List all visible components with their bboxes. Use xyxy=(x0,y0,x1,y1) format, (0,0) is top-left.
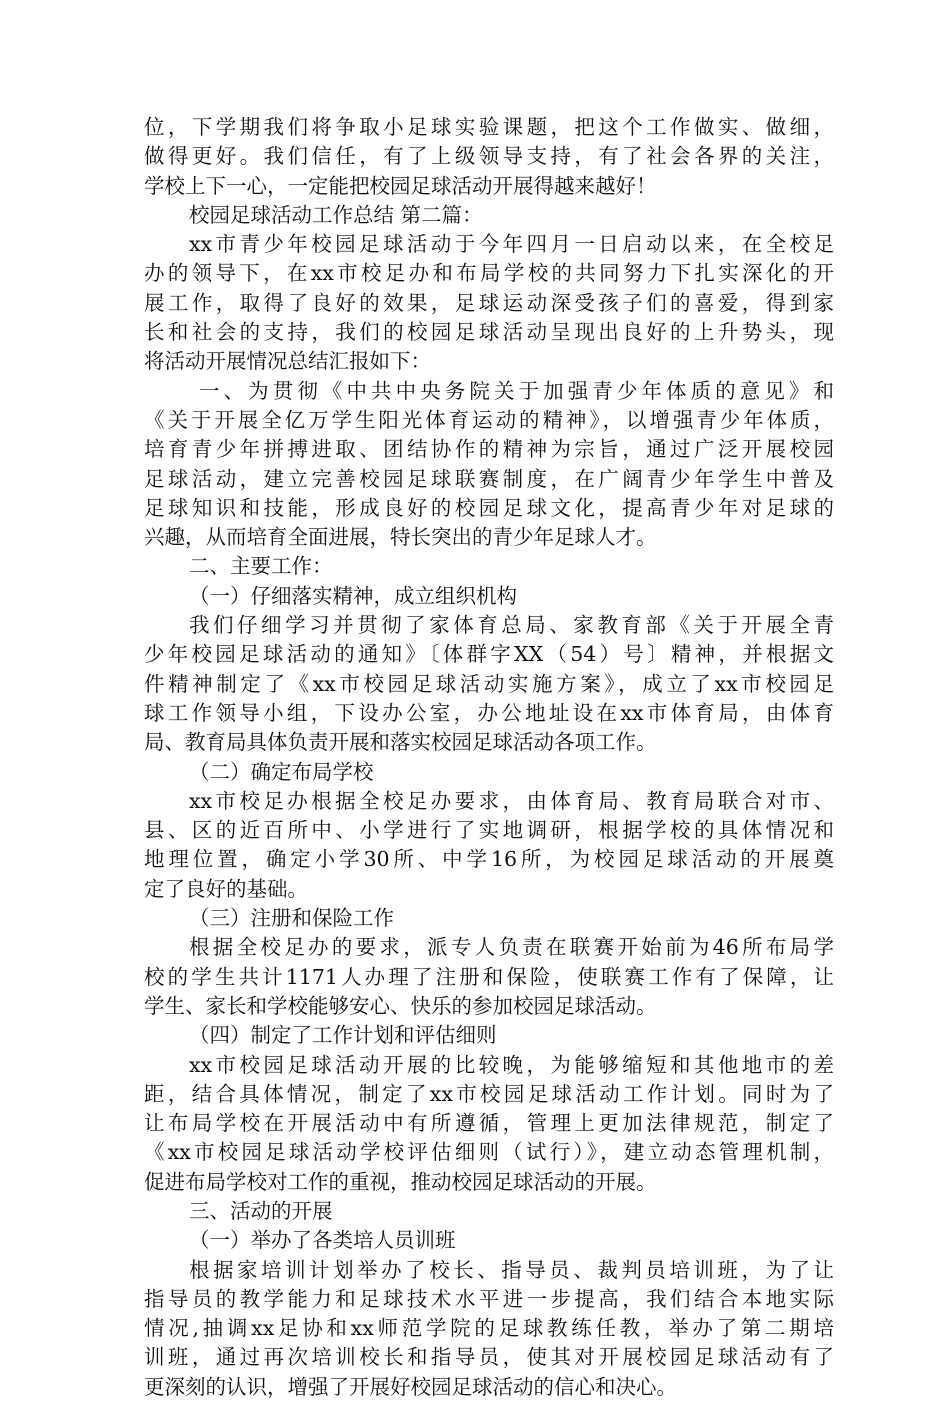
text-line: 局、教育局具体负责开展和落实校园足球活动各项工作。 xyxy=(144,730,657,755)
text-line: 校的学生共计1171人办理了注册和保险，使联赛工作有了保障，让 xyxy=(144,964,834,989)
text-line: 《xx市校园足球活动学校评估细则（试行）》，建立动态管理机制， xyxy=(144,1140,834,1165)
section-heading: 校园足球活动工作总结 第二篇： xyxy=(189,202,483,227)
text-line: 足球知识和技能，形成良好的校园足球文化，提高青少年对足球的 xyxy=(144,495,834,520)
subsection-heading: （二）确定布局学校 xyxy=(189,759,374,784)
text-line: 足球活动，建立完善校园足球联赛制度，在广阔青少年学生中普及 xyxy=(144,466,834,491)
text-line: 一、为贯彻《中共中央务院关于加强青少年体质的意见》和 xyxy=(199,378,834,403)
text-line: 长和社会的支持，我们的校园足球活动呈现出良好的上升势头，现 xyxy=(144,320,834,345)
text-line: 将活动开展情况总结汇报如下： xyxy=(144,349,431,374)
section-heading: 三、活动的开展 xyxy=(189,1198,333,1223)
subsection-heading: （一）举办了各类培人员训班 xyxy=(189,1228,456,1253)
text-line: 更深刻的认识，增强了开展好校园足球活动的信心和决心。 xyxy=(144,1374,677,1399)
text-line: 件精神制定了《xx市校园足球活动实施方案》，成立了xx市校园足 xyxy=(144,671,834,696)
text-line: 地理位置，确定小学30所、中学16所，为校园足球活动的开展奠 xyxy=(144,847,834,872)
text-line: 做得更好。我们信任，有了上级领导支持，有了社会各界的关注， xyxy=(144,144,834,169)
text-line: 指导员的教学能力和足球技术水平进一步提高，我们结合本地实际 xyxy=(144,1286,834,1311)
subsection-heading: （四）制定了工作计划和评估细则 xyxy=(189,1023,497,1048)
text-line: 定了良好的基础。 xyxy=(144,876,308,901)
text-line: 根据全校足办的要求，派专人负责在联赛开始前为46所布局学 xyxy=(189,935,834,960)
text-line: 促进布局学校对工作的重视，推动校园足球活动的开展。 xyxy=(144,1169,657,1194)
text-line: xx市青少年校园足球活动于今年四月一日启动以来，在全校足 xyxy=(189,232,834,257)
text-line: 情况,抽调xx足协和xx师范学院的足球教练任教，举办了第二期培 xyxy=(144,1316,834,1341)
text-line: 我们仔细学习并贯彻了家体育总局、家教育部《关于开展全青 xyxy=(189,613,834,638)
text-line: 学生、家长和学校能够安心、快乐的参加校园足球活动。 xyxy=(144,993,657,1018)
text-line: xx市校足办根据全校足办要求，由体育局、教育局联合对市、 xyxy=(189,788,834,813)
text-line: 县、区的近百所中、小学进行了实地调研，根据学校的具体情况和 xyxy=(144,818,834,843)
document-page xyxy=(144,113,834,1402)
text-line: 距，结合具体情况，制定了xx市校园足球活动工作计划。同时为了 xyxy=(144,1081,834,1106)
text-line: 办的领导下，在xx市校足办和布局学校的共同努力下扎实深化的开 xyxy=(144,261,834,286)
text-line: xx市校园足球活动开展的比较晚，为能够缩短和其他地市的差 xyxy=(189,1052,834,1077)
subsection-heading: （三）注册和保险工作 xyxy=(189,906,394,931)
text-line: 少年校园足球活动的通知》〔体群字XX（54）号〕精神，并根据文 xyxy=(144,642,834,667)
text-line: 《关于开展全亿万学生阳光体育运动的精神》，以增强青少年体质， xyxy=(144,407,834,432)
text-line: 位，下学期我们将争取小足球实验课题，把这个工作做实、做细， xyxy=(144,115,834,139)
text-line: 培育青少年拼搏进取、团结协作的精神为宗旨，通过广泛开展校园 xyxy=(144,437,834,462)
text-line: 兴趣，从而培育全面进展，特长突出的青少年足球人才。 xyxy=(144,525,657,550)
text-line: 球工作领导小组，下设办公室，办公地址设在xx市体育局，由体育 xyxy=(144,700,834,725)
text-line: 让布局学校在开展活动中有所遵循，管理上更加法律规范，制定了 xyxy=(144,1111,834,1136)
text-line: 展工作，取得了良好的效果，足球运动深受孩子们的喜爱，得到家 xyxy=(144,290,834,315)
text-line: 根据家培训计划举办了校长、指导员、裁判员培训班，为了让 xyxy=(189,1257,834,1282)
text-line: 学校上下一心，一定能把校园足球活动开展得越来越好！ xyxy=(144,173,657,198)
subsection-heading: （一）仔细落实精神，成立组织机构 xyxy=(189,583,517,608)
text-line: 训班，通过再次培训校长和指导员，使其对开展校园足球活动有了 xyxy=(144,1345,834,1370)
section-heading: 二、主要工作： xyxy=(189,554,333,579)
